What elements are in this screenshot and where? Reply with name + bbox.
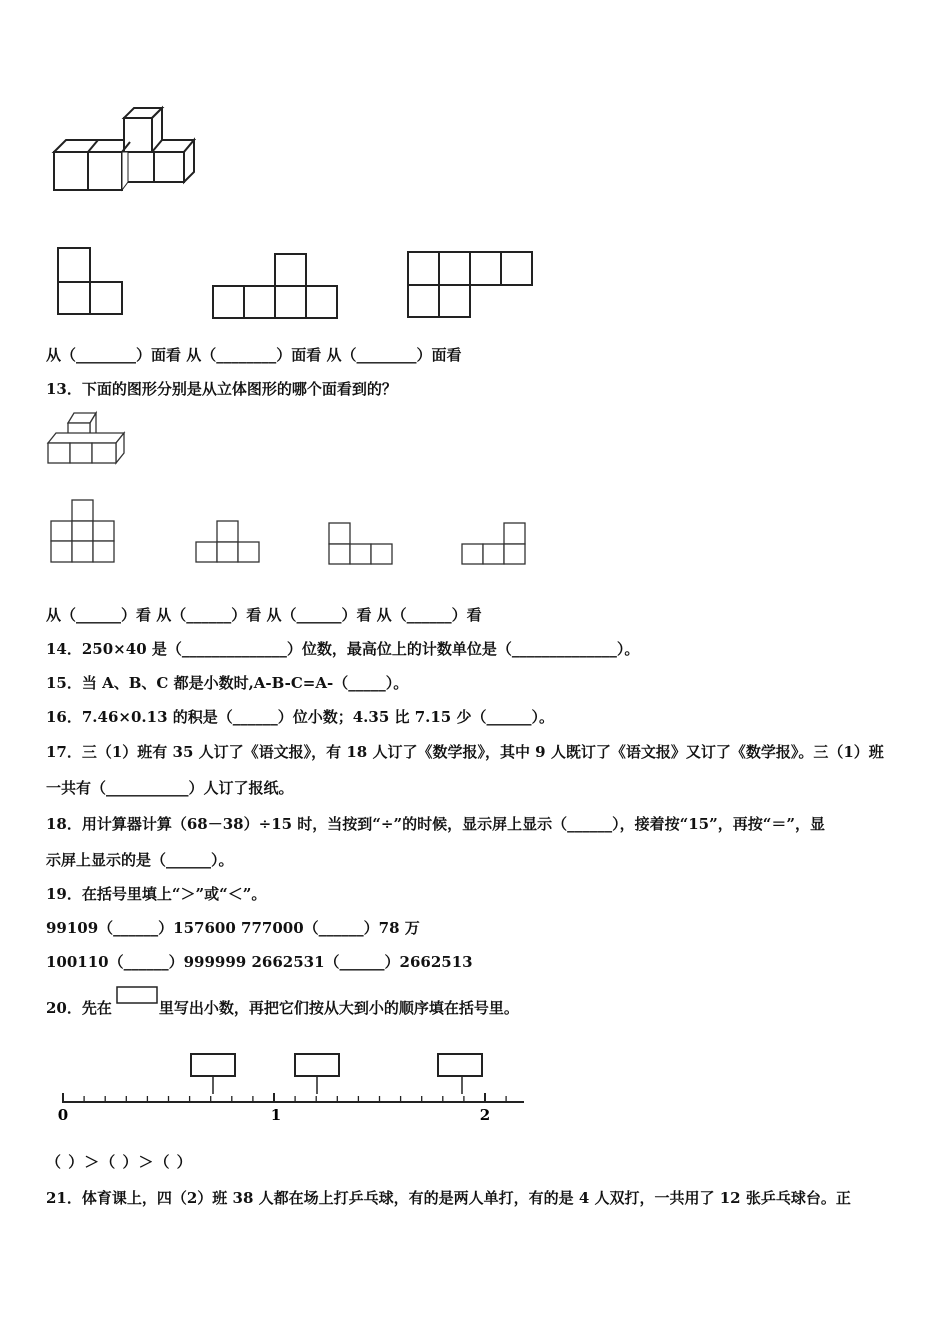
q13-view-1 [50, 498, 118, 566]
q18-line2: 示屏上显示的是（______）。 [46, 851, 234, 869]
axis-label-1: 1 [270, 1106, 282, 1124]
axis-label-0: 0 [57, 1106, 69, 1124]
q13-view-2 [195, 519, 263, 565]
q21-text: 21．体育课上，四（2）班 38 人都在场上打乒乓球，有的是两人单打，有的是 4 人双打，一共用了 12 张乒乓球台。正 [46, 1189, 851, 1207]
q13-view-3 [328, 521, 396, 567]
q20-answer-line: （ ）＞（ ）＞（ ） [46, 1153, 193, 1171]
q20-prefix: 20．先在 [46, 999, 112, 1017]
q20-suffix: 里写出小数，再把它们按从大到小的顺序填在括号里。 [158, 999, 519, 1017]
axis-label-2: 2 [479, 1106, 491, 1124]
q20-number-line [58, 1050, 538, 1130]
q19-row1: 99109（______）157600 777000（______）78 万 [46, 919, 420, 937]
q13-solid-figure [44, 409, 134, 467]
q12-solid-figure [40, 100, 210, 200]
q16-text: 16．7.46×0.13 的积是（______）位小数；4.35 比 7.15 少（______）。 [46, 708, 554, 726]
q12-view-3 [406, 250, 536, 320]
q12-view-1 [56, 246, 126, 318]
q19-row2: 100110（______）999999 2662531（______）2662513 [46, 953, 473, 971]
q17-line1: 17．三（1）班有 35 人订了《语文报》，有 18 人订了《数学报》，其中 9 人既订了《语文报》又订了《数学报》。三（1）班 [46, 743, 884, 761]
q13-question: 13．下面的图形分别是从立体图形的哪个面看到的？ [46, 380, 397, 398]
q15-text: 15．当 A、B、C 都是小数时,A-B-C=A-（_____）。 [46, 674, 409, 692]
q20-inline-box [115, 985, 161, 1007]
q14-text: 14．250×40 是（______________）位数，最高位上的计数单位是（______________）。 [46, 640, 640, 658]
q12-view-2 [211, 252, 341, 322]
q13-answer-line: 从（______）看 从（______）看 从（______）看 从（______）看 [46, 606, 482, 624]
q19-question: 19．在括号里填上“＞”或“＜”。 [46, 885, 267, 903]
q13-view-4 [461, 521, 529, 567]
q12-answer-line: 从（________）面看 从（________）面看 从（________）面看 [46, 346, 462, 364]
q17-line2: 一共有（___________）人订了报纸。 [46, 779, 294, 797]
q18-line1: 18．用计算器计算（68－38）÷15 时，当按到“÷”的时候，显示屏上显示（______），接着按“15”，再按“＝”，显 [46, 815, 826, 833]
